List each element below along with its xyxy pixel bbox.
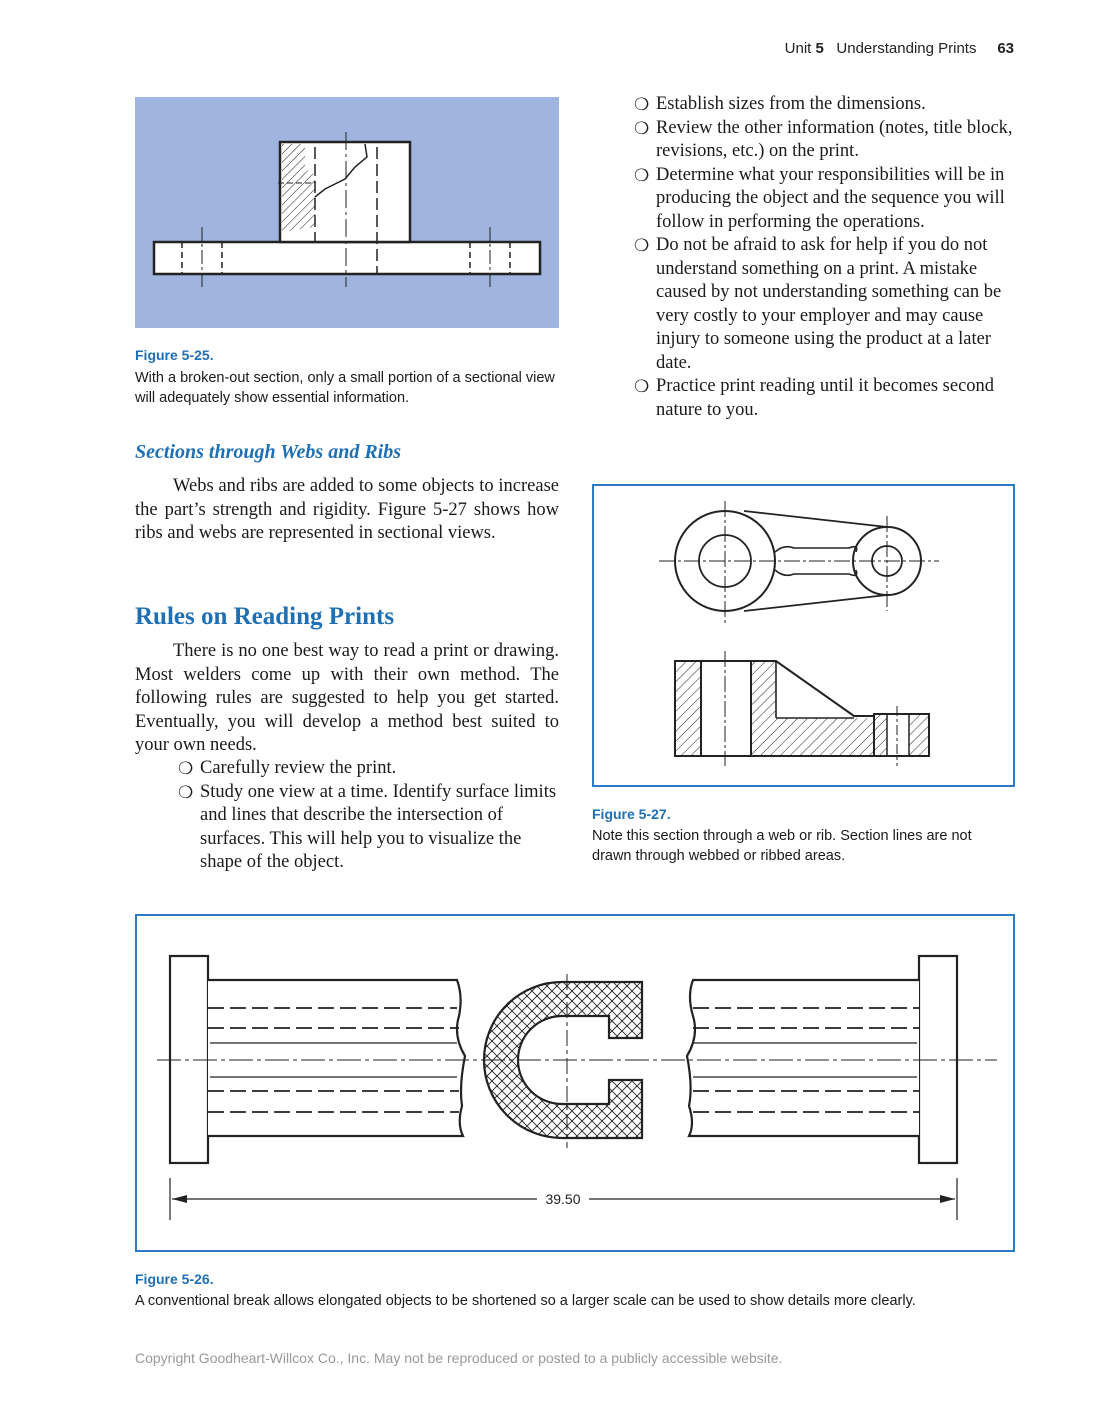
bullet-marker-icon: ❍ (634, 165, 650, 185)
page-number: 63 (997, 40, 1014, 57)
list-item: ❍ Review the other information (notes, title block, revisions, etc.) on the print. (634, 117, 1013, 161)
bullet-marker-icon: ❍ (178, 782, 194, 802)
figure-5-25-caption: With a broken-out section, only a small portion of a sectional view will adequately show essential information. (135, 370, 555, 406)
figure-5-25-label: Figure 5-25. (135, 347, 214, 363)
section-title: Understanding Prints (836, 40, 977, 57)
figure-5-26-label: Figure 5-26. (135, 1271, 214, 1287)
rules-list-right (634, 93, 1019, 422)
list-item: ❍ Establish sizes from the dimensions. (634, 93, 1019, 117)
unit-word: Unit (784, 40, 812, 57)
figure-5-25-image (135, 97, 559, 328)
figure-5-27-label: Figure 5-27. (592, 806, 671, 822)
dimension-label: 39.50 (545, 1191, 581, 1207)
webs-ribs-paragraph: Webs and ribs are added to some objects to increase the part’s strength and rigidity. Figure 5-27 shows how ribs and webs are represented in sectional views. (135, 476, 559, 543)
bullet-marker-icon: ❍ (634, 377, 650, 396)
broken-out-section-drawing (135, 97, 559, 328)
rules-list-left (178, 757, 563, 875)
list-item: ❍ Practice print reading until it becomes second nature to you. (634, 376, 995, 420)
bullet-marker-icon: ❍ (634, 95, 650, 114)
copyright-footer: Copyright Goodheart-Willcox Co., Inc. May not be reproduced or posted to a publicly accessible website. (135, 1350, 783, 1366)
bullet-marker-icon: ❍ (634, 118, 650, 138)
list-item: ❍ Study one view at a time. Identify surface limits and lines that describe the intersection of surfaces. This will help you to visualize the shape of the object. (178, 781, 557, 872)
rules-heading: Rules on Reading Prints (135, 603, 395, 630)
conventional-break-drawing (137, 916, 1013, 1250)
web-rib-section-drawing (594, 486, 1013, 785)
figure-5-26-caption: A conventional break allows elongated objects to be shortened so a larger scale can be used to show details more clearly. (135, 1293, 916, 1309)
list-item: ❍ Do not be afraid to ask for help if you do not understand something on a print. A mistake caused by not understanding something can be very costly to your employer and may cause injury to someone using the product at a later date. (634, 235, 1002, 373)
figure-5-27-caption: Note this section through a web or rib. Section lines are not drawn through webbed or ribbed areas. (592, 828, 972, 864)
webs-ribs-heading: Sections through Webs and Ribs (135, 441, 402, 463)
bullet-marker-icon: ❍ (178, 759, 194, 778)
figure-5-27-image (592, 484, 1015, 787)
figure-5-26-image (135, 914, 1015, 1252)
list-item: ❍ Determine what your responsibilities will be in producing the object and the sequence you will follow in performing the operations. (634, 164, 1005, 232)
rules-paragraph: There is no one best way to read a print or drawing. Most welders come up with their own method. The following rules are suggested to help you get started. Eventually, you will develop a method best suited to your own needs. (135, 641, 559, 755)
bullet-marker-icon: ❍ (634, 236, 650, 255)
list-item: ❍ Carefully review the print. (178, 757, 563, 781)
unit-number: 5 (815, 40, 824, 57)
running-header (785, 40, 1014, 57)
